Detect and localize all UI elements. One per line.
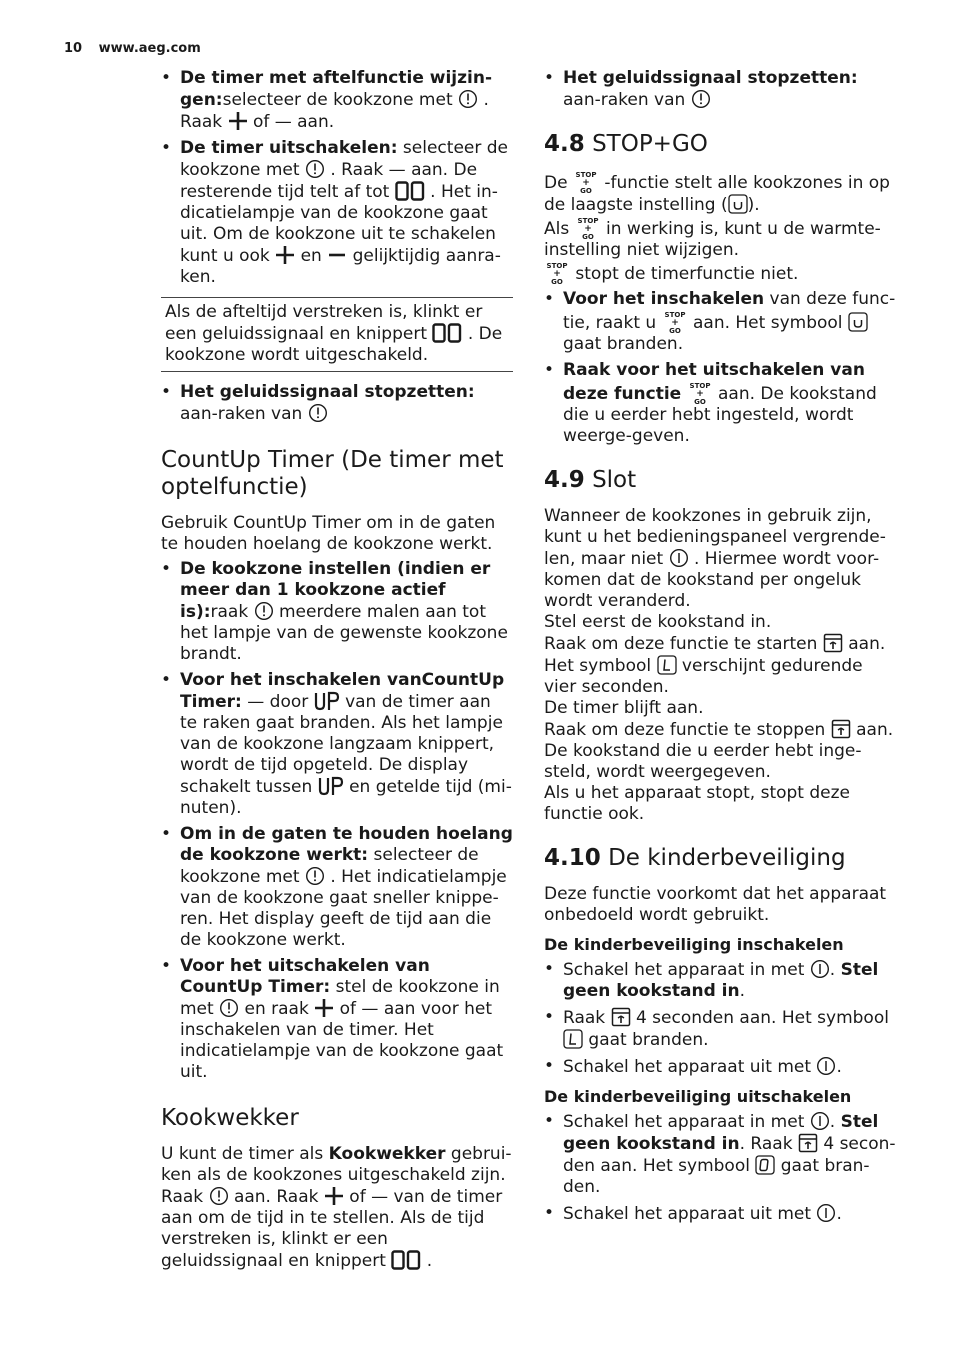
lock-symbol-icon (657, 655, 677, 675)
lock-key-icon (611, 1007, 631, 1027)
power-icon (816, 1203, 836, 1223)
display-00-icon (391, 1250, 421, 1270)
lock-key-icon (823, 633, 843, 653)
stop-go-icon (662, 310, 688, 334)
list-item: • Het geluidssignaal stopzetten: aan-raken van (544, 68, 898, 111)
svg-text:+: + (553, 269, 561, 279)
lock-key-icon (798, 1133, 818, 1153)
list-item: • Schakel het apparaat uit met . (544, 1056, 898, 1078)
power-icon (669, 548, 689, 568)
timer-icon (308, 403, 328, 423)
plus-icon (275, 245, 295, 265)
svg-text:STOP: STOP (664, 311, 686, 319)
svg-text:GO: GO (580, 187, 592, 194)
stop-go-icon (575, 216, 601, 240)
page-number: 10 (64, 41, 83, 56)
list-item: • Voor het inschakelen vanCountUp Timer: — door van de timer aan te raken gaat branden. Als het lampje van de kookzone langzaam knippert, wordt de tijd opgeteld. De display schakelt tussen en getelde tijd (mi-nuten). (161, 670, 513, 819)
kookwekker-text: U kunt de timer als Kookwekker gebrui-ken als de kookzones uitgeschakeld zijn. Raak aan. Raak of — van de timer aan om de tijd in te stellen. Als de tijd verstreken is, klinkt er een geluidssignaal en knippert . (161, 1144, 512, 1271)
plus-icon (228, 111, 248, 131)
list-item: • Raak 4 seconden aan. Het symbool gaat branden. (544, 1007, 898, 1051)
header-url: www.aeg.com (98, 41, 201, 56)
list-item: • Het geluidssignaal stopzetten: aan-raken van (161, 382, 513, 425)
list-item: • Schakel het apparaat in met . Stel geen kookstand in. (544, 959, 898, 1002)
timer-icon (305, 159, 325, 179)
right-column: • Het geluidssignaal stopzetten: aan-raken van 4.8 STOP+GO De STOP + GO -functie stelt alle kookzones in op de laagste instelling ( ). Als STOP + GO in werking is, kunt u de warmte-instelling niet wijzigen. STOP + GO stopt de timerfunctie niet. • Voor het inschakelen van deze func-tie, raakt u STOP + GO aan. Het symbool gaat branden. • Raak voor het uitschakelen van deze functie STOP + GO aan. De kookstand die u eerder hebt ingesteld, wordt weerge-geven. 4.9 Slot Wanneer de kookzones in gebruik zijn, kunt u het bedieningspaneel vergrende-len, maar niet . Hiermee wordt voor-komen dat de kookstand per ongeluk wordt veranderd. Stel eerst de kookstand in. Raak om deze functie te starten aan. Het symbool verschijnt gedurende vier seconden. De timer blijft aan. Raak om deze functie te stoppen aan. De kookstand die u eerder hebt inge-steld, wordt weergegeven. Als u het apparaat stopt, stopt deze functie ook. 4.10 De kinderbeveiliging Deze functie voorkomt dat het apparaat onbedoeld wordt gebruikt. De kinderbeveiliging inschakelen • Schakel het apparaat in met . Stel geen kookstand in. • Raak 4 seconden aan. Het symbool gaat branden. • Schakel het apparaat uit met . De kinderbeveiliging uitschakelen • Schakel het apparaat in met . Stel geen kookstand in. Raak 4 secon-den aan. Het symbool gaat bran-den. • Schakel het apparaat uit met . (544, 68, 898, 1230)
subheading-disable: De kinderbeveiliging uitschakelen (544, 1087, 852, 1106)
section-4-8-heading: 4.8 STOP+GO (544, 131, 708, 157)
page-header (64, 38, 201, 59)
section-4-9-heading: 4.9 Slot (544, 467, 637, 493)
svg-text:+: + (670, 318, 679, 328)
svg-text:STOP: STOP (577, 217, 599, 225)
svg-text:GO: GO (668, 327, 681, 334)
zero-symbol-icon (755, 1155, 775, 1175)
list-item: • Om in de gaten te houden hoelang de kookzone werkt: selecteer de kookzone met . Het indicatielampje van de kookzone gaat sneller knippe-ren. Het display geeft de tijd aan die de kookzone werkt. (161, 824, 513, 951)
power-icon (816, 1056, 836, 1076)
svg-text:STOP: STOP (575, 171, 597, 179)
svg-text:STOP: STOP (689, 382, 711, 390)
list-item: • Schakel het apparaat in met . Stel geen kookstand in. Raak 4 secon-den aan. Het symbool gaat bran-den. (544, 1111, 898, 1198)
timer-icon (691, 89, 711, 109)
list-item: • De timer uitschakelen: selecteer de kookzone met . Raak — aan. De resterende tijd telt af tot . Het in-dicatielampje van de kookzone gaat uit. Om de kookzone uit te schakelen kunt u ook en gelijktijdig aanra-ken. (161, 138, 513, 288)
timer-icon (219, 998, 239, 1018)
list-item: • Schakel het apparaat uit met . (544, 1203, 898, 1225)
power-icon (810, 959, 830, 979)
stop-go-icon (687, 381, 713, 405)
plus-icon (314, 998, 334, 1018)
countup-heading: CountUp Timer (De timer met optelfunctie) (161, 447, 504, 500)
svg-text:+: + (582, 178, 590, 188)
timer-list (161, 68, 513, 288)
timer-icon (305, 866, 325, 886)
kookwekker-heading: Kookwekker (161, 1105, 299, 1131)
countup-intro: Gebruik CountUp Timer om in de gaten te houden hoelang de kookzone werkt. (161, 513, 496, 554)
low-setting-icon (728, 194, 748, 214)
lock-symbol-icon (563, 1029, 583, 1049)
list-item: • Raak voor het uitschakelen van deze functie STOP + GO aan. De kookstand die u eerder hebt ingesteld, wordt weerge-geven. (544, 360, 898, 447)
section-4-10-heading: 4.10 De kinderbeveiliging (544, 845, 846, 871)
svg-text:STOP: STOP (546, 262, 568, 270)
left-column (161, 68, 513, 1272)
display-00-icon (432, 323, 462, 343)
timer-icon (458, 89, 478, 109)
svg-text:+: + (583, 224, 592, 234)
up-display-icon (314, 691, 340, 711)
plus-icon (324, 1186, 344, 1206)
svg-text:GO: GO (551, 278, 563, 285)
list-item: • Voor het uitschakelen van CountUp Timer: stel de kookzone in met en raak of — aan voor het inschakelen van de timer. Het indicatielampje van de kookzone gaat uit. (161, 956, 513, 1083)
list-item: • De timer met aftelfunctie wijzin-gen:selecteer de kookzone met . Raak of — aan. (161, 68, 513, 133)
power-icon (810, 1111, 830, 1131)
note-box: Als de afteltijd verstreken is, klinkt er een geluidssignaal en knippert . De kookzone wordt uitgeschakeld. (161, 297, 513, 372)
stop-go-icon (573, 170, 599, 194)
timer-icon (209, 1186, 229, 1206)
timer-icon (254, 601, 274, 621)
low-setting-icon (848, 312, 868, 332)
svg-text:GO: GO (581, 233, 594, 240)
up-display-icon (318, 776, 344, 796)
countup-list (161, 559, 513, 1083)
stop-go-icon (544, 261, 570, 285)
list-item: • Voor het inschakelen van deze func-tie, raakt u STOP + GO aan. Het symbool gaat branden. (544, 289, 898, 355)
svg-text:GO: GO (693, 398, 706, 405)
display-00-icon (395, 181, 425, 201)
list-item: • De kookzone instellen (indien er meer dan 1 kookzone actief is):raak meerdere malen aan tot het lampje van de gewenste kookzone brandt. (161, 559, 513, 665)
lock-key-icon (831, 719, 851, 739)
minus-icon (327, 245, 347, 265)
svg-text:+: + (695, 389, 704, 399)
subheading-enable: De kinderbeveiliging inschakelen (544, 935, 844, 954)
